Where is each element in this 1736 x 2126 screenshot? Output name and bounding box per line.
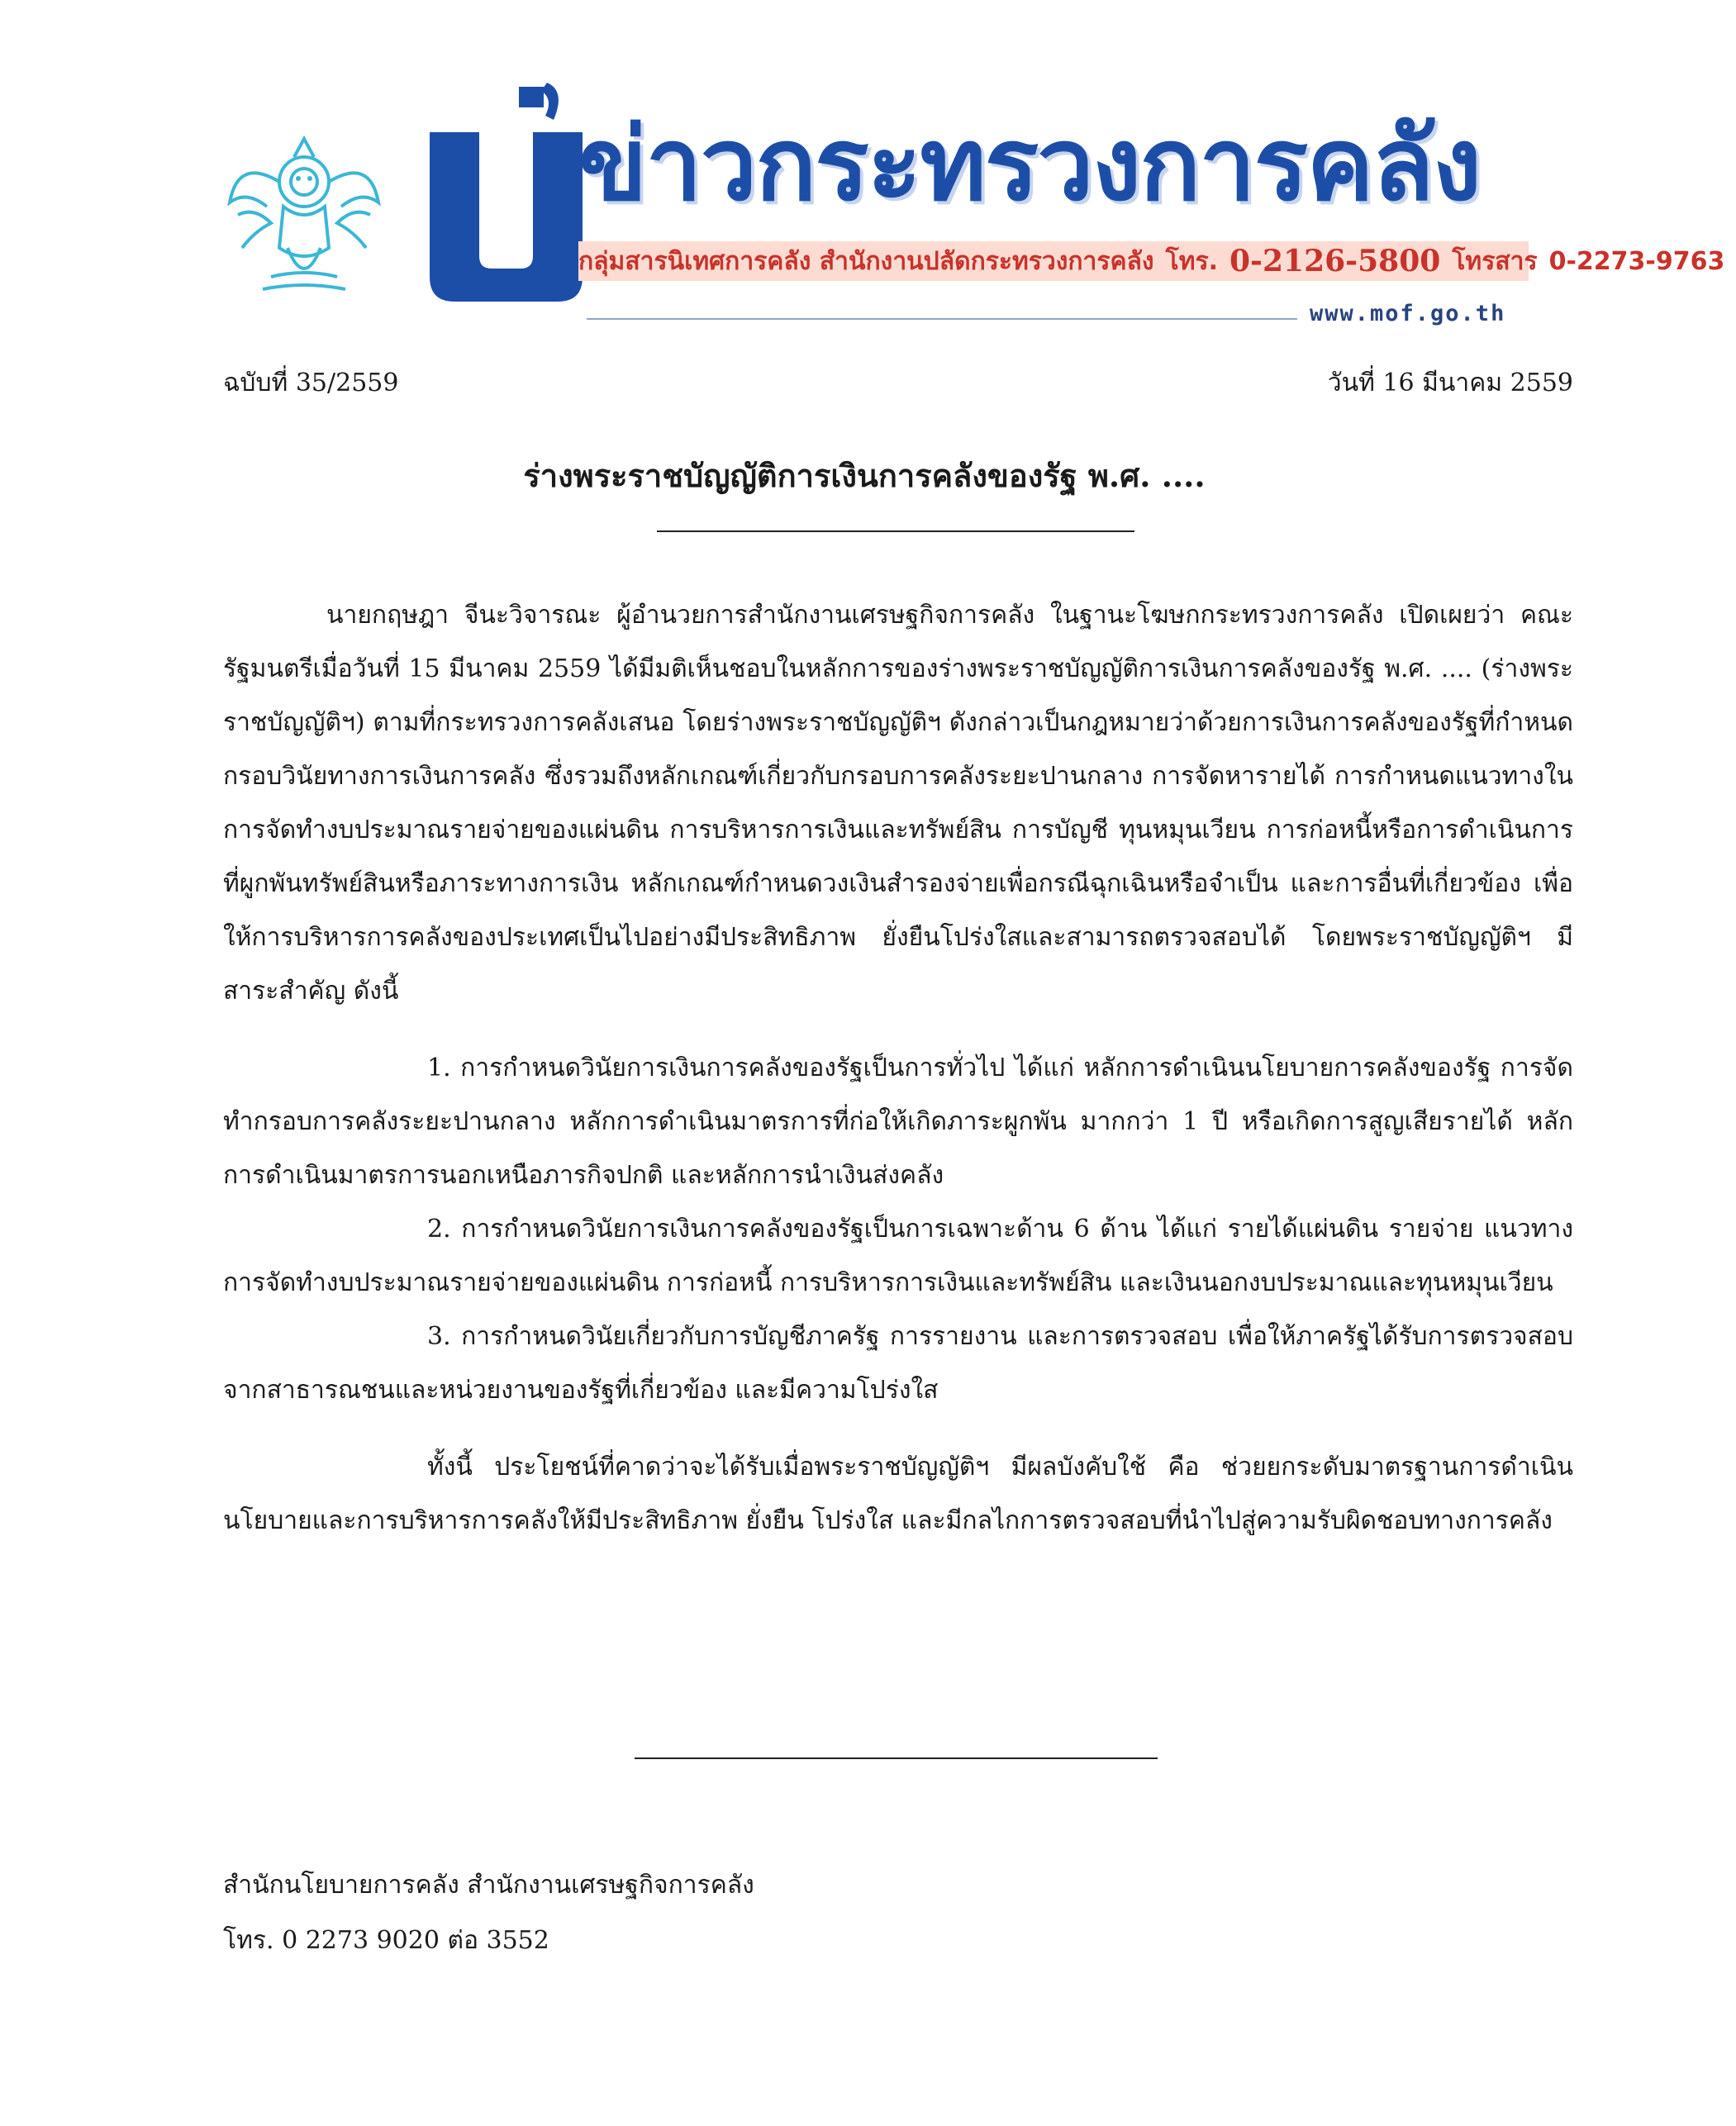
title-divider bbox=[657, 530, 1134, 532]
garuda-emblem-icon bbox=[221, 124, 387, 297]
list-item: 3. การกำหนดวินัยเกี่ยวกับการบัญชีภาครัฐ การรายงาน และการตรวจสอบ เพื่อให้ภาครัฐได้รับการตรวจสอบจากสาธารณชนและหน่วยงานของรัฐที่เกี่ยวข้อง และมีความโปร่งใส bbox=[223, 1322, 1573, 1405]
contact-org: กลุ่มสารนิเทศการคลัง สำนักงานปลัดกระทรวงการคลัง bbox=[578, 246, 1154, 276]
website-link[interactable]: www.mof.go.th bbox=[1310, 301, 1506, 326]
masthead-big-letter-icon bbox=[421, 83, 599, 306]
document-body bbox=[223, 588, 1573, 1548]
document-title: ร่างพระราชบัญญัติการเงินการคลังของรัฐ พ.ศ. .... bbox=[523, 457, 1206, 494]
intro-paragraph: นายกฤษฎา จีนะวิจารณะ ผู้อำนวยการสำนักงานเศรษฐกิจการคลัง ในฐานะโฆษกกระทรวงการคลัง เปิดเผยว่า คณะรัฐมนตรีเมื่อวันที่ 15 มีนาคม 2559 ได้มีมติเห็นชอบในหลักการของร่างพระราชบัญญัติการเงินการคลังของรัฐ พ.ศ. .... (ร่างพระราชบัญญัติฯ) ตามที่กระทรวงการคลังเสนอ โดยร่างพระราชบัญญัติฯ ดังกล่าวเป็นกฎหมายว่าด้วยการเงินการคลังของรัฐที่กำหนดกรอบวินัยทางการเงินการคลัง ซึ่งรวมถึงหลักเกณฑ์เกี่ยวกับกรอบการคลังระยะปานกลาง การจัดหารายได้ การกำหนดแนวทางในการจัดทำงบประมาณรายจ่ายของแผ่นดิน การบริหารการเงินและทรัพย์สิน การบัญชี ทุนหมุนเวียน การก่อหนี้หรือการดำเนินการที่ผูกพันทรัพย์สินหรือภาระทางการเงิน หลักเกณฑ์กำหนดวงเงินสำรองจ่ายเพื่อกรณีฉุกเฉินหรือจำเป็น และการอื่นที่เกี่ยวข้อง เพื่อให้การบริหารการคลังของประเทศเป็นไปอย่างมีประสิทธิภาพ ยั่งยืนโปร่งใสและสามารถตรวจสอบได้ โดยพระราชบัญญัติฯ มีสาระสำคัญ ดังนี้ bbox=[223, 601, 1573, 1006]
tel-number: 0-2126-5800 bbox=[1229, 244, 1441, 278]
closing-paragraph: ทั้งนี้ ประโยชน์ที่คาดว่าจะได้รับเมื่อพระราชบัญญัติฯ มีผลบังคับใช้ คือ ช่วยยกระดับมาตรฐานการดำเนินนโยบายและการบริหารการคลังให้มีประสิทธิภาพ ยั่งยืน โปร่งใส และมีกลไกการตรวจสอบที่นำไปสู่ความรับผิดชอบทางการคลัง bbox=[223, 1453, 1573, 1535]
tel-label: โทร. bbox=[1165, 246, 1218, 276]
list-item: 1. การกำหนดวินัยการเงินการคลังของรัฐเป็นการทั่วไป ได้แก่ หลักการดำเนินนโยบายการคลังของรัฐ การจัดทำกรอบการคลังระยะปานกลาง หลักการดำเนินมาตรการที่ก่อให้เกิดภาระผูกพัน มากกว่า 1 ปี หรือเกิดการสูญเสียรายได้ หลักการดำเนินมาตรการนอกเหนือภารกิจปกติ และหลักการนำเงินส่งคลัง bbox=[223, 1053, 1573, 1190]
masthead-title: ข่าวกระทรวงการคลัง bbox=[578, 106, 1481, 223]
list-item: 2. การกำหนดวินัยการเงินการคลังของรัฐเป็นการเฉพาะด้าน 6 ด้าน ได้แก่ รายได้แผ่นดิน รายจ่าย แนวทางการจัดทำงบประมาณรายจ่ายของแผ่นดิน การก่อหนี้ การบริหารการเงินและทรัพย์สิน และเงินนอกงบประมาณและทุนหมุนเวียน bbox=[223, 1215, 1573, 1297]
fax-number: 0-2273-9763 bbox=[1548, 246, 1725, 276]
end-divider bbox=[635, 1757, 1158, 1759]
release-date: วันที่ 16 มีนาคม 2559 bbox=[1327, 369, 1573, 397]
contact-band bbox=[578, 241, 1725, 281]
fax-label: โทรสาร bbox=[1452, 246, 1538, 276]
header-divider bbox=[587, 318, 1297, 320]
footer-office: สำนักนโยบายการคลัง สำนักงานเศรษฐกิจการคลัง bbox=[223, 1871, 754, 1900]
issue-number: ฉบับที่ 35/2559 bbox=[223, 369, 399, 397]
footer-phone: โทร. 0 2273 9020 ต่อ 3552 bbox=[223, 1926, 549, 1955]
